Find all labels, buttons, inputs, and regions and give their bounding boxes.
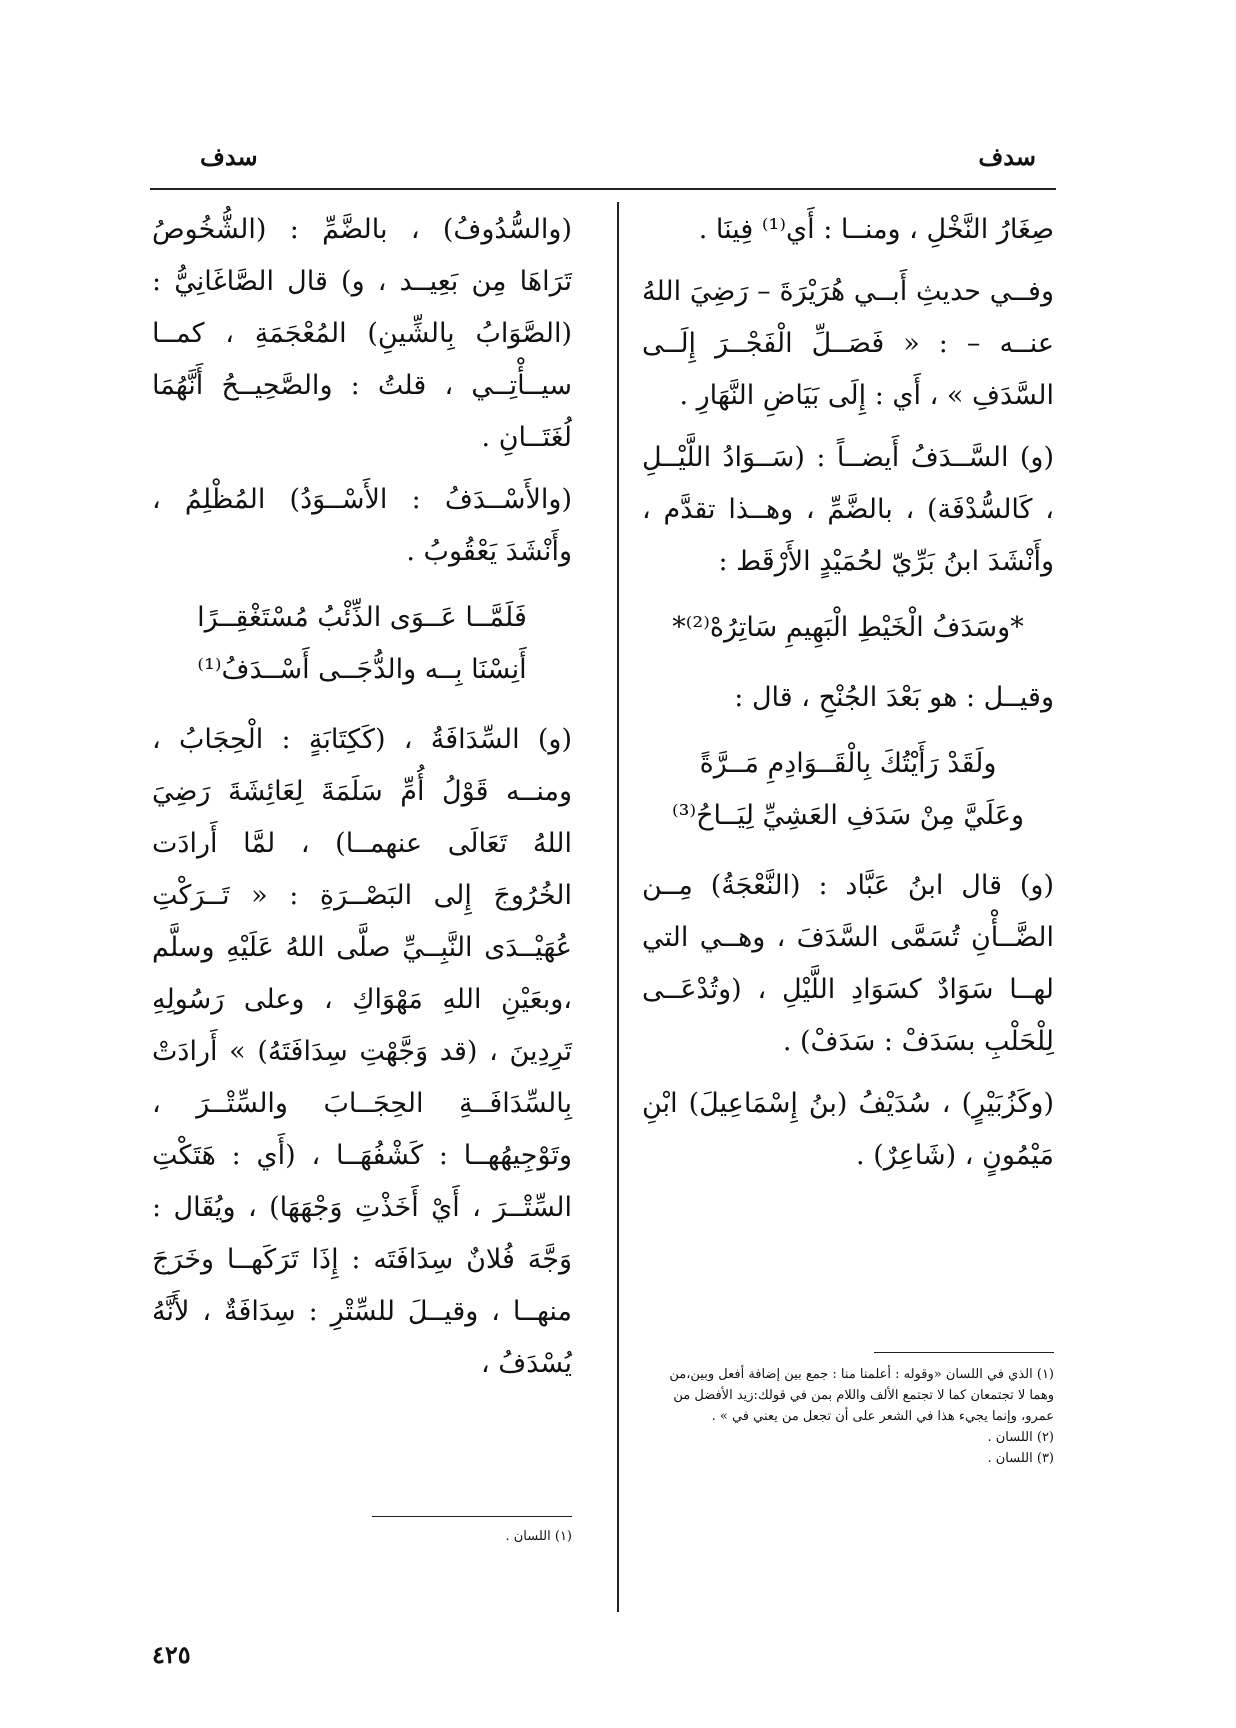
left-verse	[152, 592, 572, 696]
right-column	[642, 204, 1054, 1192]
running-header-right: سدف	[978, 142, 1036, 171]
right-footnotes	[642, 1364, 1054, 1469]
header-rule	[150, 188, 1056, 190]
left-paragraph-3: (و) السِّدَافَةُ ، (كَكِتَابَةٍ : الْحِجَابُ ، ومنــه قَوْلُ أُمِّ سَلَمَةَ لِعَائِشَةَ رَضِيَ اللهُ تَعَالَى عنهمــا) ، لمَّا أَرادَت الخُرُوجَ إِلى البَصْــرَةِ : « تَــرَكْتِ عُهَيْــدَى النَّبِــيِّ صلَّى اللهُ عَلَيْهِ وسلَّم ،وبعَيْنِ اللهِ مَهْوَاكِ ، وعلى رَسُولِهِ تَرِدِينَ ، (قد وَجَّهْتِ سِدَافَتَهُ) » أَرادَتْ بِالسِّدَافَــةِ الحِجَــابَ والسِّتْــرَ ، وتَوْجِيهُهــا : كَشْفُهَــا ، (أَي : هَتَكْتِ السِّتْــرَ ، أَيْ أَخَذْتِ وَجْهَهَا) ، ويُقَال : وَجَّهَ فُلانٌ سِدَافَتَه : إِذَا تَرَكَهــا وخَرَجَ منهــا ، وقيــلَ للسِّتْرِ : سِدَافَةٌ ، لأَنَّهُ يُسْدَفُ ،	[152, 724, 572, 1379]
right-paragraph-2: وفــي حديثِ أَبــي هُرَيْرَةَ – رَضِيَ اللهُ عنــه – : « فَصَــلِّ الْفَجْــرَ إِلَــى السَّدَفِ » ، أَي : إِلَى بَيَاضِ النَّهَارِ .	[642, 276, 1054, 411]
page-number: ٤٢٥	[152, 1640, 191, 1669]
verse-line: وعَلَيَّ مِنْ سَدَفِ العَشِيِّ لِيَــاحُ⁽³⁾	[671, 800, 1024, 831]
right-paragraph-4: وقيــل : هو بَعْدَ الجُنْحِ ، قال :	[734, 682, 1054, 713]
right-paragraph-1: صِغَارُ النَّخْلِ ، ومنــا : أَي⁽¹⁾ فِينَا .	[698, 214, 1054, 245]
right-paragraph-3: (و) السَّــدَفُ أَيضــاً : (سَــوَادُ اللَّيْــلِ ، كَالسُّدْفَة) ، بالضَّمِّ ، وهــذا تقدَّم ، وأَنْشَدَ ابنُ بَرِّيّ لحُمَيْدٍ الأَرْقَط :	[642, 442, 1054, 577]
verse-line: فَلَمَّــا عَــوَى الذِّئْبُ مُسْتَغْقِــرًا	[197, 602, 527, 633]
right-verse-1	[642, 602, 1054, 654]
footnote: (١) اللسان .	[505, 1529, 572, 1544]
left-paragraph-1: (والسُّدُوفُ) ، بالضَّمِّ : (الشُّخُوصُ تَرَاهَا مِن بَعِيــد ، و) قال الصَّاغَانِيُّ : (الصَّوَابُ بِالشِّينِ) المُعْجَمَةِ ، كمــا سيــأْتِــي ، قلتُ : والصَّحِيــحُ أَنَّهُمَا لُغَتَــانِ .	[152, 214, 572, 453]
right-paragraph-5: (و) قال ابنُ عَبَّاد : (النَّعْجَةُ) مِــن الضَّــأْنِ تُسَمَّى السَّدَفَ ، وهــي التي لهــا سَوَادٌ كسَوَادِ اللَّيْلِ ، (وتُدْعَــى لِلْحَلْبِ بسَدَفْ : سَدَفْ) .	[642, 870, 1054, 1057]
footnote: (٣) اللسان .	[987, 1451, 1054, 1466]
right-paragraph-6: (وكَزُبَيْرٍ) ، سُدَيْفُ (بنُ إِسْمَاعِيلَ) ابْنِ مَيْمُونٍ ، (شَاعِرٌ) .	[642, 1088, 1054, 1171]
right-verse-2	[642, 738, 1054, 842]
right-footnote-rule	[874, 1352, 1054, 1353]
verse-line: *وسَدَفُ الْخَيْطِ الْبَهِيمِ سَاتِرُهْ⁽²⁾*	[672, 612, 1024, 643]
running-header-left: سدف	[200, 142, 258, 171]
left-column	[152, 204, 572, 1400]
left-paragraph-2: (والأَسْــدَفُ : الأَسْــوَدُ) المُظْلِمُ ، وأَنْشَدَ يَعْقُوبُ .	[152, 484, 572, 567]
verse-line: ولَقَدْ رَأَيْتُكَ بِالْقَــوَادِمِ مَــرَّةً	[699, 748, 997, 779]
left-footnote-rule	[372, 1516, 572, 1517]
verse-line: أَنِسْنَا بِــه والدُّجَــى أَسْــدَفُ⁽¹⁾	[197, 654, 527, 685]
left-footnotes	[152, 1526, 572, 1547]
column-divider	[617, 202, 619, 1612]
footnote: (١) الذي في اللسان «وقوله : أعلمنا منا : جمع بين إضافة أفعل وبين،من وهما لا تجتمعان كما لا تجتمع الألف واللام بمن في قولك:زيد الأفضل من عمرو، وإنما يجيء هذا في الشعر على أن تجعل من يعني في » .	[669, 1367, 1054, 1424]
footnote: (٢) اللسان .	[987, 1430, 1054, 1445]
